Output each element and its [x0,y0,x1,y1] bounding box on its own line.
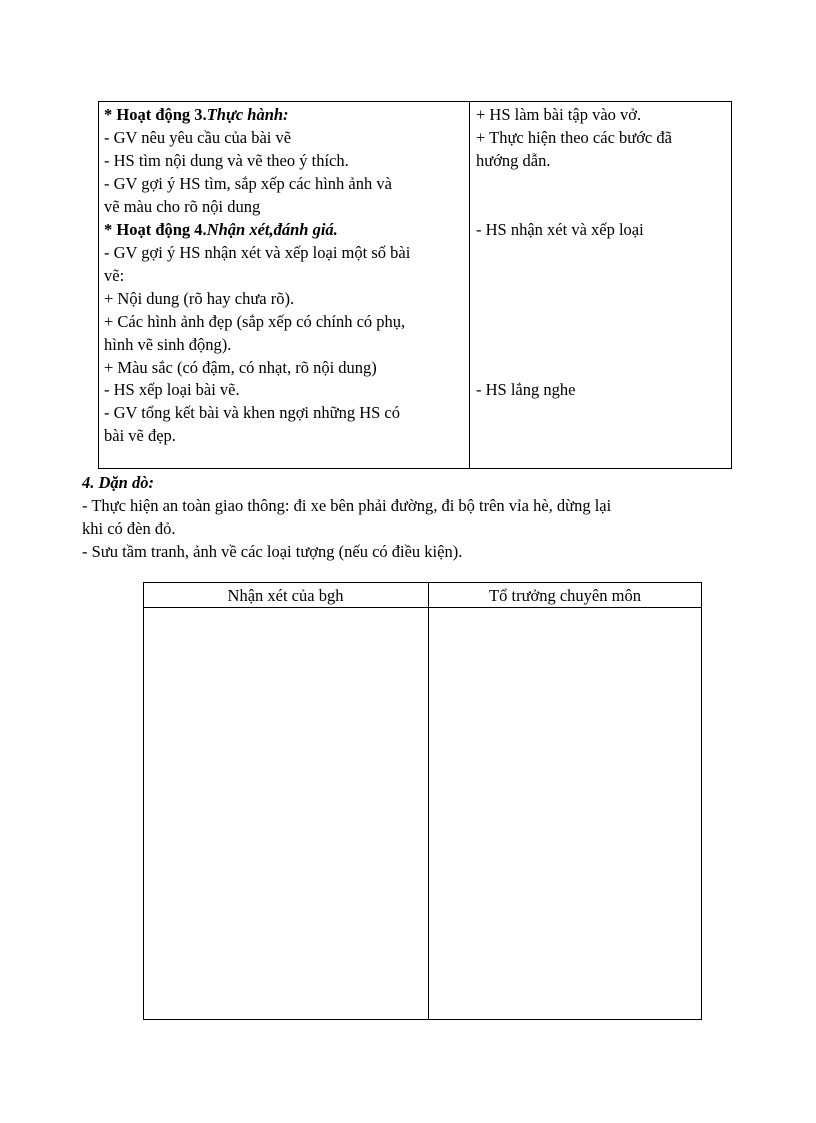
activity-3-title: Thực hành: [206,105,289,124]
review-header-principal: Nhận xét của bgh [227,586,344,605]
review-table-column-divider [428,582,429,1020]
activity-4-prefix: * Hoạt động 4. [104,220,207,239]
activity-4-line: - GV tổng kết bài và khen ngợi những HS có [104,403,400,422]
student-activity-line: + Thực hiện theo các bước đã [476,128,672,147]
student-activity-line: hướng dẫn. [476,151,551,170]
homework-heading: 4. Dặn dò: [82,473,154,492]
activity-4-line: - GV gợi ý HS nhận xét và xếp loại một số bài [104,243,411,262]
activity-4-line: + Màu sắc (có đậm, có nhạt, rõ nội dung) [104,358,377,377]
activity-4-line: bài vẽ đẹp. [104,426,176,445]
activity-table-divider [469,101,470,469]
activity-3-line: vẽ màu cho rõ nội dung [104,197,261,216]
activity-4-line: - HS xếp loại bài vẽ. [104,380,240,399]
activity-4-line: + Các hình ảnh đẹp (sắp xếp có chính có phụ, [104,312,406,331]
homework-line: - Sưu tầm tranh, ảnh về các loại tượng (nếu có điều kiện). [82,542,463,561]
activity-3-line: - GV nêu yêu cầu của bài vẽ [104,128,292,147]
activity-3-heading [104,105,289,125]
activity-3-line: - HS tìm nội dung và vẽ theo ý thích. [104,151,349,170]
activity-3-prefix: * Hoạt động 3. [104,105,207,124]
review-header-department-head: Tổ trưởng chuyên môn [489,586,641,605]
activity-4-line: + Nội dung (rõ hay chưa rõ). [104,289,295,308]
activity-4-heading [104,220,338,240]
activity-4-title: Nhận xét,đánh giá. [206,220,338,239]
student-activity-line: - HS nhận xét và xếp loại [476,220,644,239]
activity-4-line: hình vẽ sinh động). [104,335,232,354]
homework-line: khi có đèn đỏ. [82,519,176,538]
student-activity-line: - HS lắng nghe [476,380,576,399]
student-activity-line: + HS làm bài tập vào vở. [476,105,642,124]
activity-4-line: vẽ: [104,266,125,285]
review-table-header-divider [143,607,702,608]
activity-3-line: - GV gợi ý HS tìm, sắp xếp các hình ảnh và [104,174,392,193]
homework-line: - Thực hiện an toàn giao thông: đi xe bên phải đường, đi bộ trên vỉa hè, dừng lại [82,496,612,515]
review-table [143,582,702,1020]
